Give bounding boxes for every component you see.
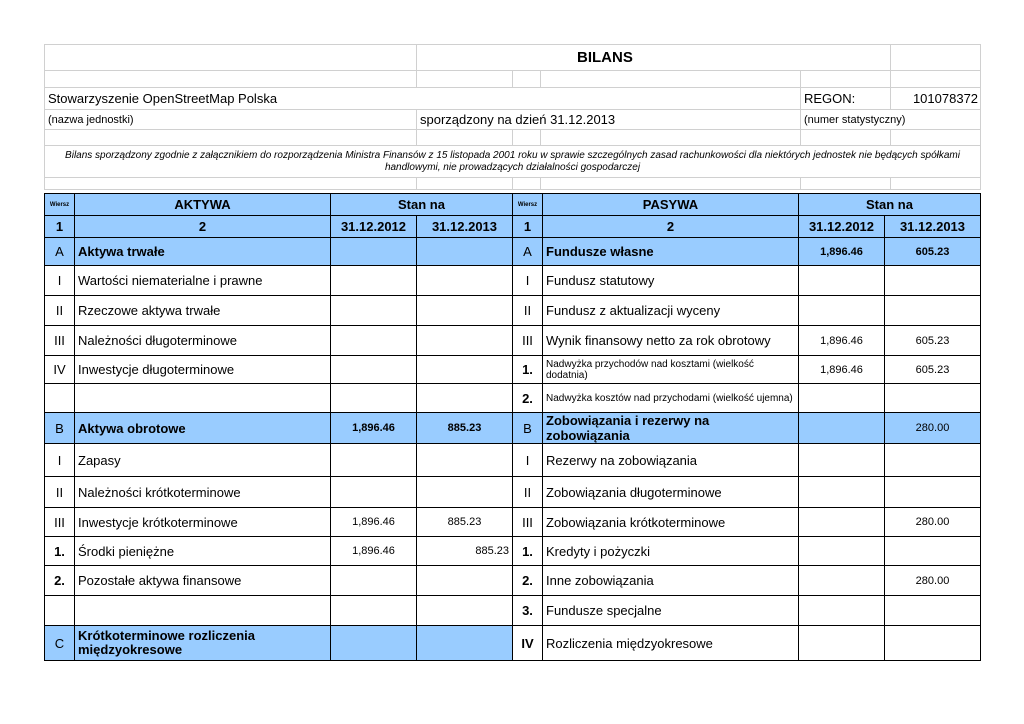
aktywa-stan-na-header: Stan na: [331, 194, 513, 216]
aktywa-value-curr: 885.23: [417, 508, 513, 537]
aktywa-item-name: Pozostałe aktywa finansowe: [75, 566, 331, 596]
aktywa-value-prev: [331, 626, 417, 661]
table-row: [45, 566, 981, 596]
pasywa-value-curr: 605.23: [885, 356, 981, 384]
pasywa-row-label: I: [513, 266, 543, 296]
pasywa-row-label: II: [513, 477, 543, 508]
pasywa-row-label: IV: [513, 626, 543, 661]
aktywa-value-curr: [417, 626, 513, 661]
aktywa-value-curr: [417, 326, 513, 356]
aktywa-item-name: Aktywa trwałe: [75, 238, 331, 266]
aktywa-item-name: Należności krótkoterminowe: [75, 477, 331, 508]
pasywa-item-name: Fundusz z aktualizacji wyceny: [543, 296, 799, 326]
pasywa-item-name: Fundusz statutowy: [543, 266, 799, 296]
pasywa-row-label: III: [513, 508, 543, 537]
aktywa-value-prev: [331, 356, 417, 384]
table-row: [45, 444, 981, 477]
pasywa-item-name: Kredyty i pożyczki: [543, 537, 799, 566]
pasywa-row-label: 1.: [513, 537, 543, 566]
aktywa-value-prev: [331, 444, 417, 477]
pasywa-value-curr: 280.00: [885, 566, 981, 596]
pasywa-value-prev: [799, 413, 885, 444]
pasywa-value-prev: [799, 566, 885, 596]
aktywa-value-curr: [417, 296, 513, 326]
aktywa-row-label: II: [45, 477, 75, 508]
pasywa-date-prev: 31.12.2012: [799, 216, 885, 238]
aktywa-item-name: Krótkoterminowe rozliczenia międzyokresowe: [75, 626, 331, 661]
pasywa-item-name: Rezerwy na zobowiązania: [543, 444, 799, 477]
aktywa-value-curr: [417, 356, 513, 384]
aktywa-row-label: B: [45, 413, 75, 444]
pasywa-value-curr: 280.00: [885, 508, 981, 537]
aktywa-row-label: IV: [45, 356, 75, 384]
col-number-2: 2: [75, 216, 331, 238]
pasywa-item-name: Fundusze własne: [543, 238, 799, 266]
pasywa-value-prev: [799, 444, 885, 477]
aktywa-item-name: Zapasy: [75, 444, 331, 477]
aktywa-value-prev: 1,896.46: [331, 508, 417, 537]
pasywa-row-label: I: [513, 444, 543, 477]
pasywa-value-prev: [799, 626, 885, 661]
aktywa-date-prev: 31.12.2012: [331, 216, 417, 238]
pasywa-item-name: Wynik finansowy netto za rok obrotowy: [543, 326, 799, 356]
pasywa-value-curr: [885, 537, 981, 566]
pasywa-value-curr: [885, 596, 981, 626]
pasywa-value-curr: [885, 626, 981, 661]
pasywa-item-name: Inne zobowiązania: [543, 566, 799, 596]
pasywa-row-label: II: [513, 296, 543, 326]
legal-basis-note: Bilans sporządzony zgodnie z załącznikiem do rozporządzenia Ministra Finansów z 15 listopada 2001 roku w sprawie szczególnych zasad rachunkowości dla niektórych jednostek nie będących spółkami handlowymi, nie prowadzących działalności gospodarczej: [45, 146, 981, 178]
aktywa-value-prev: 1,896.46: [331, 413, 417, 444]
statistical-number-caption: (numer statystyczny): [801, 110, 981, 130]
pasywa-header: PASYWA: [543, 194, 799, 216]
aktywa-row-label: I: [45, 266, 75, 296]
table-row: [45, 384, 981, 413]
pasywa-row-label: 2.: [513, 384, 543, 413]
aktywa-value-curr: [417, 266, 513, 296]
pasywa-item-name: Nadwyżka przychodów nad kosztami (wielkość dodatnia): [543, 356, 799, 384]
table-row: [45, 266, 981, 296]
aktywa-value-prev: [331, 384, 417, 413]
aktywa-row-label-header: Wiersz: [45, 194, 75, 216]
table-row: [45, 508, 981, 537]
pasywa-row-label: 2.: [513, 566, 543, 596]
aktywa-value-prev: [331, 596, 417, 626]
aktywa-value-curr: [417, 444, 513, 477]
table-row: [45, 238, 981, 266]
pasywa-value-curr: [885, 266, 981, 296]
table-row: [45, 326, 981, 356]
aktywa-value-prev: [331, 266, 417, 296]
aktywa-item-name: [75, 384, 331, 413]
pasywa-row-label: A: [513, 238, 543, 266]
pasywa-value-prev: [799, 537, 885, 566]
pasywa-item-name: Rozliczenia międzyokresowe: [543, 626, 799, 661]
aktywa-row-label: III: [45, 508, 75, 537]
pasywa-item-name: Zobowiązania krótkoterminowe: [543, 508, 799, 537]
col-number-1: 1: [45, 216, 75, 238]
aktywa-value-curr: [417, 596, 513, 626]
aktywa-item-name: Rzeczowe aktywa trwałe: [75, 296, 331, 326]
aktywa-value-curr: 885.23: [417, 413, 513, 444]
balance-sheet-table: [44, 193, 981, 661]
aktywa-value-prev: [331, 326, 417, 356]
pasywa-value-curr: 280.00: [885, 413, 981, 444]
pasywa-value-curr: [885, 444, 981, 477]
pasywa-row-label: 1.: [513, 356, 543, 384]
aktywa-row-label: I: [45, 444, 75, 477]
pasywa-row-label-header: Wiersz: [513, 194, 543, 216]
pasywa-value-curr: [885, 384, 981, 413]
aktywa-value-curr: [417, 477, 513, 508]
aktywa-date-curr: 31.12.2013: [417, 216, 513, 238]
aktywa-item-name: Inwestycje długoterminowe: [75, 356, 331, 384]
aktywa-row-label: C: [45, 626, 75, 661]
pasywa-value-curr: [885, 477, 981, 508]
aktywa-item-name: Inwestycje krótkoterminowe: [75, 508, 331, 537]
pasywa-value-prev: 1,896.46: [799, 238, 885, 266]
aktywa-item-name: [75, 596, 331, 626]
table-row: [45, 413, 981, 444]
col-number-1: 1: [513, 216, 543, 238]
pasywa-value-prev: 1,896.46: [799, 356, 885, 384]
document-header: [44, 44, 981, 190]
pasywa-value-prev: [799, 266, 885, 296]
pasywa-item-name: Fundusze specjalne: [543, 596, 799, 626]
document-title: BILANS: [417, 45, 891, 71]
table-row: [45, 537, 981, 566]
pasywa-value-prev: [799, 596, 885, 626]
regon-label: REGON:: [801, 88, 891, 110]
pasywa-value-prev: [799, 477, 885, 508]
table-row: [45, 477, 981, 508]
pasywa-value-curr: [885, 296, 981, 326]
entity-name: Stowarzyszenie OpenStreetMap Polska: [45, 88, 801, 110]
col-number-2: 2: [543, 216, 799, 238]
pasywa-item-name: Zobowiązania i rezerwy na zobowiązania: [543, 413, 799, 444]
table-row: [45, 296, 981, 326]
entity-caption: (nazwa jednostki): [45, 110, 417, 130]
column-number-row: [45, 216, 981, 238]
pasywa-item-name: Nadwyżka kosztów nad przychodami (wielkość ujemna): [543, 384, 799, 413]
pasywa-stan-na-header: Stan na: [799, 194, 981, 216]
table-row: [45, 626, 981, 661]
pasywa-value-prev: [799, 384, 885, 413]
aktywa-value-curr: 885.23: [417, 537, 513, 566]
pasywa-value-prev: [799, 508, 885, 537]
aktywa-row-label: 1.: [45, 537, 75, 566]
aktywa-item-name: Wartości niematerialne i prawne: [75, 266, 331, 296]
aktywa-value-prev: 1,896.46: [331, 537, 417, 566]
aktywa-item-name: Aktywa obrotowe: [75, 413, 331, 444]
aktywa-row-label: [45, 596, 75, 626]
pasywa-value-prev: 1,896.46: [799, 326, 885, 356]
aktywa-header: AKTYWA: [75, 194, 331, 216]
pasywa-row-label: III: [513, 326, 543, 356]
pasywa-value-curr: 605.23: [885, 238, 981, 266]
aktywa-value-curr: [417, 384, 513, 413]
aktywa-row-label: III: [45, 326, 75, 356]
aktywa-value-curr: [417, 238, 513, 266]
aktywa-row-label: [45, 384, 75, 413]
aktywa-value-prev: [331, 566, 417, 596]
aktywa-item-name: Środki pieniężne: [75, 537, 331, 566]
prepared-date: sporządzony na dzień 31.12.2013: [417, 110, 801, 130]
aktywa-value-prev: [331, 238, 417, 266]
pasywa-value-curr: 605.23: [885, 326, 981, 356]
regon-value: 101078372: [891, 88, 981, 110]
pasywa-row-label: 3.: [513, 596, 543, 626]
table-header-row: [45, 194, 981, 216]
aktywa-row-label: 2.: [45, 566, 75, 596]
pasywa-item-name: Zobowiązania długoterminowe: [543, 477, 799, 508]
aktywa-value-curr: [417, 566, 513, 596]
table-row: [45, 356, 981, 384]
aktywa-row-label: A: [45, 238, 75, 266]
aktywa-row-label: II: [45, 296, 75, 326]
table-row: [45, 596, 981, 626]
aktywa-value-prev: [331, 296, 417, 326]
aktywa-item-name: Należności długoterminowe: [75, 326, 331, 356]
aktywa-value-prev: [331, 477, 417, 508]
pasywa-value-prev: [799, 296, 885, 326]
pasywa-row-label: B: [513, 413, 543, 444]
pasywa-date-curr: 31.12.2013: [885, 216, 981, 238]
